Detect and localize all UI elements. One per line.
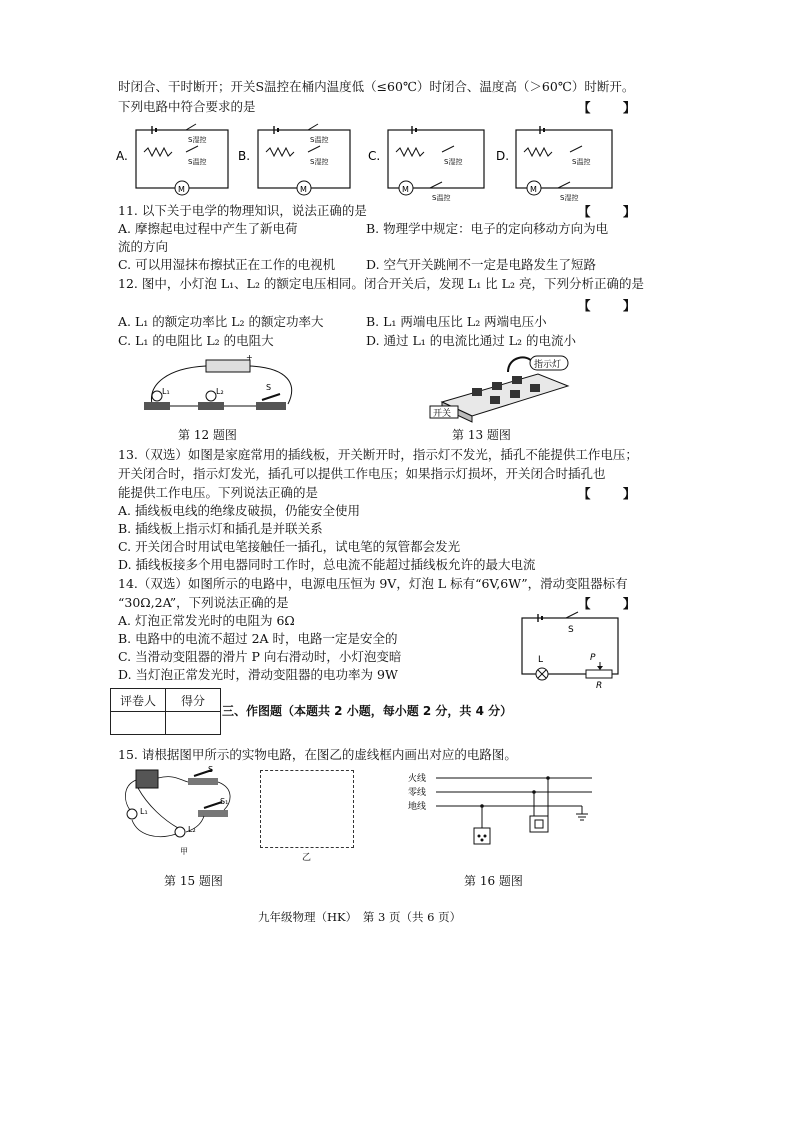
q15-answer-box[interactable]: [260, 770, 354, 848]
q12-option-b: B. L₁ 两端电压比 L₂ 两端电压小: [366, 314, 547, 329]
q10-option-d: [496, 126, 612, 202]
q13-option-d: D. 插线板接多个用电器同时工作时，总电流不能超过插线板允许的最大电流: [118, 557, 536, 572]
motor-symbol: M: [530, 185, 537, 194]
q14-option-a: A. 灯泡正常发光时的电阻为 6Ω: [118, 613, 295, 628]
q12-stem: 12. 图中，小灯泡 L₁、L₂ 的额定电压相同。闭合开关后，发现 L₁ 比 L₂ 亮，下列分析正确的是: [118, 276, 644, 291]
bulb-label: L₁: [140, 807, 148, 816]
q10-line2: 下列电路中符合要求的是: [118, 99, 256, 114]
option-label: B.: [238, 149, 251, 163]
sw-label: S湿控: [444, 158, 463, 166]
exam-page: [108, 70, 646, 930]
wire-label: 零线: [408, 788, 427, 798]
q15-figure-caption: 第 15 题图: [164, 874, 223, 888]
q12-option-c: C. L₁ 的电阻比 L₂ 的电阻大: [118, 333, 274, 348]
motor-symbol: M: [178, 185, 185, 194]
plus-sign: +: [246, 354, 253, 362]
q13-answer-bracket: 【 】: [578, 486, 646, 501]
sw-label: S湿控: [188, 136, 207, 144]
bulb-label: L₂: [188, 825, 196, 834]
q13-line3: 能提供工作电压。下列说法正确的是: [118, 485, 319, 500]
score-cell: [166, 712, 221, 735]
grader-cell: [111, 712, 166, 735]
bulb-label: L₁: [162, 387, 170, 396]
q13-line2: 开关闭合时，指示灯发光，插孔可以提供工作电压；如果指示灯损坏，开关闭合时插孔也: [118, 466, 606, 481]
wire-label: 地线: [408, 802, 427, 812]
score-header-grader: 评卷人: [111, 689, 166, 712]
sw-label: S温控: [572, 158, 591, 166]
option-label: D.: [496, 149, 510, 163]
q12-figure-caption: 第 12 题图: [178, 428, 237, 442]
sw-label: S温控: [432, 194, 451, 202]
q14-option-c: C. 当滑动变阻器的滑片 P 向右滑动时，小灯泡变暗: [118, 649, 402, 664]
motor-symbol: M: [402, 185, 409, 194]
q11-option-b: B. 物理学中规定：电子的定向移动方向为电: [366, 221, 609, 236]
q12-answer-bracket: 【 】: [578, 298, 646, 313]
score-header-score: 得分: [166, 689, 221, 712]
option-label: C.: [368, 149, 381, 163]
q11-answer-bracket: 【 】: [578, 204, 646, 219]
sw-label: S湿控: [310, 158, 329, 166]
sw-label: S湿控: [560, 194, 579, 202]
q13-power-strip: [428, 352, 588, 424]
q11-stem: 11. 以下关于电学的物理知识，说法正确的是: [118, 203, 367, 218]
indicator-label: 指示灯: [534, 360, 562, 370]
section3-title: 三、作图题（本题共 2 小题，每小题 2 分，共 4 分）: [222, 704, 513, 718]
q13-option-b: B. 插线板上指示灯和插孔是并联关系: [118, 521, 323, 536]
q14-option-d: D. 当灯泡正常发光时，滑动变阻器的电功率为 9W: [118, 667, 398, 682]
page-footer: 九年级物理（HK） 第 3 页（共 6 页）: [258, 910, 462, 924]
q10-option-b: [238, 124, 350, 195]
q10-answer-bracket: 【 】: [578, 100, 646, 115]
motor-symbol: M: [300, 185, 307, 194]
rheostat-label: R: [596, 681, 603, 688]
q12-option-d: D. 通过 L₁ 的电流比通过 L₂ 的电流小: [366, 333, 577, 348]
q14-line2: “30Ω,2A”，下列说法正确的是: [118, 595, 289, 610]
score-table: [110, 688, 221, 735]
q11-option-b-cont: 流的方向: [118, 239, 169, 254]
switch-label: S: [266, 383, 272, 392]
q14-option-b: B. 电路中的电流不超过 2A 时，电路一定是安全的: [118, 631, 398, 646]
option-label: A.: [116, 149, 128, 163]
q10-circuit-options: [116, 122, 636, 202]
q10-option-a: [116, 124, 228, 195]
switch-label: S: [568, 625, 574, 635]
q10-line1: 时闭合、干时断开；开关S温控在桶内温度低（≤60℃）时闭合、温度高（＞60℃）时断开。: [118, 79, 635, 94]
switch-label: S₁: [220, 797, 229, 806]
q16-household-wiring: [406, 770, 606, 856]
q16-figure-caption: 第 16 题图: [464, 874, 523, 888]
q12-option-a: A. L₁ 的额定功率比 L₂ 的额定功率大: [118, 314, 324, 329]
switch-label: 开关: [433, 409, 452, 419]
slider-label: P: [590, 653, 596, 663]
sub-figure-label: 甲: [180, 847, 188, 856]
sw-label: S温控: [310, 136, 329, 144]
q11-option-d: D. 空气开关跳闸不一定是电路发生了短路: [366, 257, 597, 272]
bulb-label: L₂: [216, 387, 224, 396]
q14-answer-bracket: 【 】: [578, 596, 646, 611]
q10-option-c: [368, 126, 484, 202]
q12-physical-circuit: [138, 354, 308, 422]
q14-line1: 14.（双选）如图所示的电路中，电源电压恒为 9V，灯泡 L 标有“6V,6W”，滑动变阻器标有: [118, 576, 628, 591]
q13-option-c: C. 开关闭合时用试电笔接触任一插孔，试电笔的氖管都会发光: [118, 539, 461, 554]
q15-stem: 15. 请根据图甲所示的实物电路，在图乙的虚线框内画出对应的电路图。: [118, 747, 517, 762]
q15-physical-circuit: [118, 766, 248, 856]
q13-line1: 13.（双选）如图是家庭常用的插线板，开关断开时，指示灯不发光，插孔不能提供工作电压；: [118, 447, 638, 462]
sw-label: S温控: [188, 158, 207, 166]
sub-figure-label: 乙: [302, 853, 312, 863]
lamp-label: L: [538, 655, 544, 665]
q11-option-c: C. 可以用湿抹布擦拭正在工作的电视机: [118, 257, 336, 272]
switch-label: S: [208, 766, 214, 774]
q13-figure-caption: 第 13 题图: [452, 428, 511, 442]
q13-option-a: A. 插线板电线的绝缘皮破损，仍能安全使用: [118, 503, 360, 518]
q14-circuit-diagram: [516, 610, 626, 688]
q11-option-a: A. 摩擦起电过程中产生了新电荷: [118, 221, 298, 236]
wire-label: 火线: [408, 774, 427, 784]
